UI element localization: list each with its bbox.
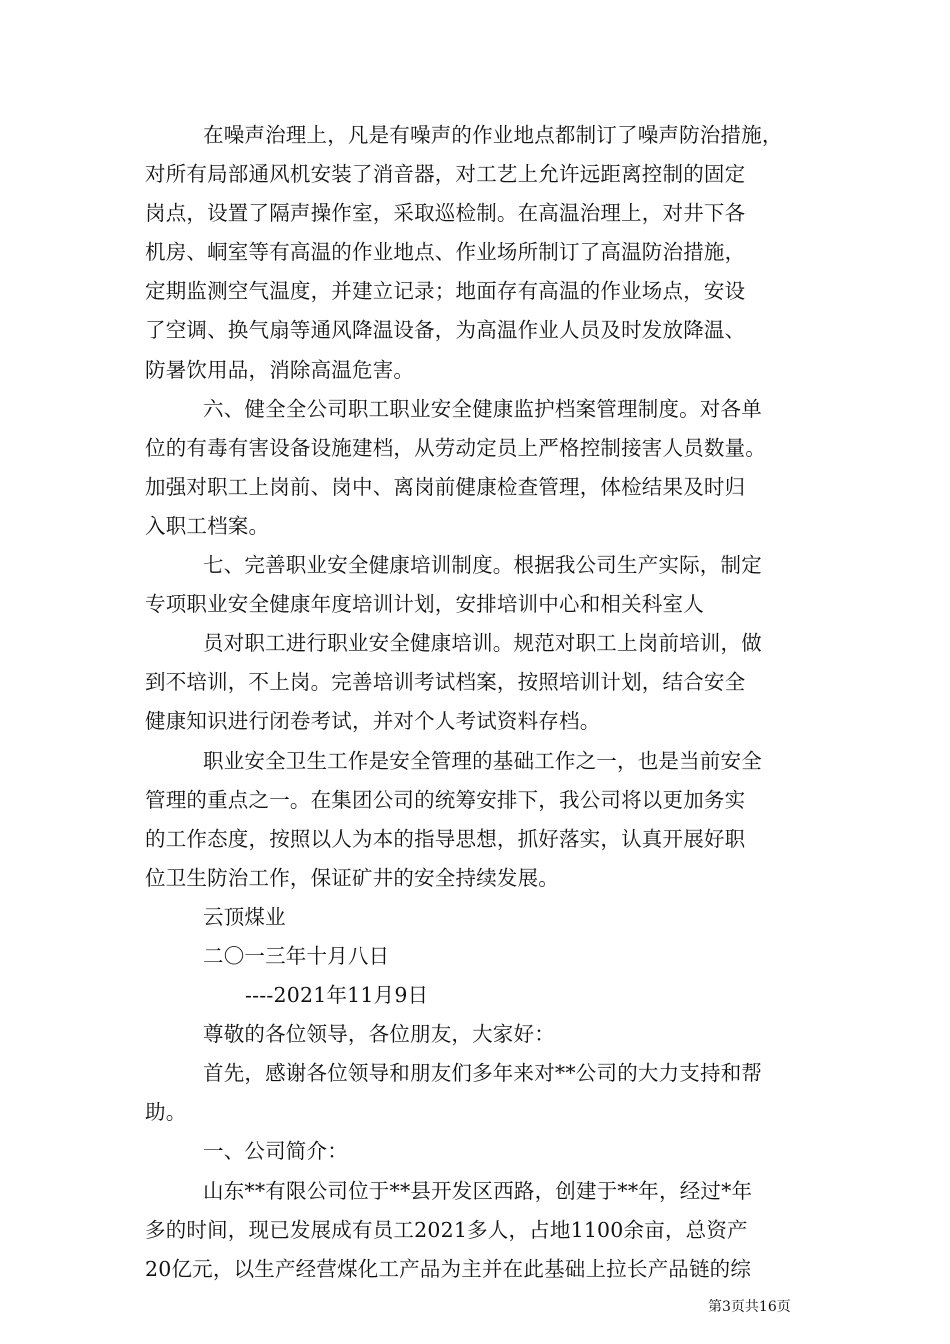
- paragraph-line: 了空调、换气扇等通风降温设备，为高温作业人员及时发放降温、: [145, 318, 746, 343]
- paragraph-line: 七、完善职业安全健康培训制度。根据我公司生产实际，制定: [203, 553, 762, 578]
- paragraph-line: 首先，感谢各位领导和朋友们多年来对**公司的大力支持和帮: [203, 1061, 763, 1086]
- paragraph-line: 员对职工进行职业安全健康培训。规范对职工上岗前培训，做: [203, 631, 762, 656]
- paragraph-line: 专项职业安全健康年度培训计划，安排培训中心和相关科室人: [145, 592, 704, 617]
- paragraph-line: 多的时间，现已发展成有员工2021多人，占地1100余亩，总资产: [145, 1217, 748, 1242]
- paragraph-line: 防暑饮用品，消除高温危害。: [145, 357, 415, 382]
- paragraph-line: 位卫生防治工作，保证矿井的安全持续发展。: [145, 865, 559, 890]
- paragraph-line: 20亿元，以生产经营煤化工产品为主并在此基础上拉长产品链的综: [145, 1256, 752, 1281]
- paragraph-line: 管理的重点之一。在集团公司的统筹安排下，我公司将以更加务实: [145, 787, 746, 812]
- section-heading: 一、公司简介：: [203, 1139, 348, 1164]
- document-date: ----2021年11月9日: [245, 983, 429, 1008]
- signature-date: 二〇一三年十月八日: [203, 943, 390, 968]
- paragraph-line: 健康知识进行闭卷考试，并对个人考试资料存档。: [145, 709, 601, 734]
- paragraph-line: 六、健全全公司职工职业安全健康监护档案管理制度。对各单: [203, 396, 762, 421]
- paragraph-line: 在噪声治理上，凡是有噪声的作业地点都制订了噪声防治措施，: [203, 123, 783, 147]
- page-number: 第3页共16页: [708, 1299, 791, 1315]
- paragraph-line: 机房、峒室等有高温的作业地点、作业场所制订了高温防治措施，: [145, 240, 746, 265]
- paragraph-line: 加强对职工上岗前、岗中、离岗前健康检查管理，体检结果及时归: [145, 474, 746, 499]
- paragraph-line: 岗点，设置了隔声操作室，采取巡检制。在高温治理上，对井下各: [145, 201, 746, 226]
- paragraph-line: 到不培训，不上岗。完善培训考试档案，按照培训计划，结合安全: [145, 670, 746, 695]
- signature-company: 云顶煤业: [203, 904, 286, 929]
- paragraph-line: 职业安全卫生工作是安全管理的基础工作之一，也是当前安全: [203, 748, 762, 773]
- document-body: [145, 116, 815, 1289]
- paragraph-line: 山东**有限公司位于**县开发区西路，创建于**年，经过*年: [203, 1178, 753, 1203]
- paragraph-line: 定期监测空气温度，并建立记录；地面存有高温的作业场点，安设: [145, 279, 746, 304]
- paragraph-line: 助。: [145, 1100, 187, 1125]
- salutation: 尊敬的各位领导，各位朋友，大家好：: [203, 1022, 555, 1047]
- paragraph-line: 入职工档案。: [145, 513, 270, 538]
- paragraph-line: 对所有局部通风机安装了消音器，对工艺上允许远距离控制的固定: [145, 162, 746, 187]
- paragraph-line: 的工作态度，按照以人为本的指导思想，抓好落实，认真开展好职: [145, 826, 746, 851]
- paragraph-line: 位的有毒有害设备设施建档，从劳动定员上严格控制接害人员数量。: [145, 435, 766, 460]
